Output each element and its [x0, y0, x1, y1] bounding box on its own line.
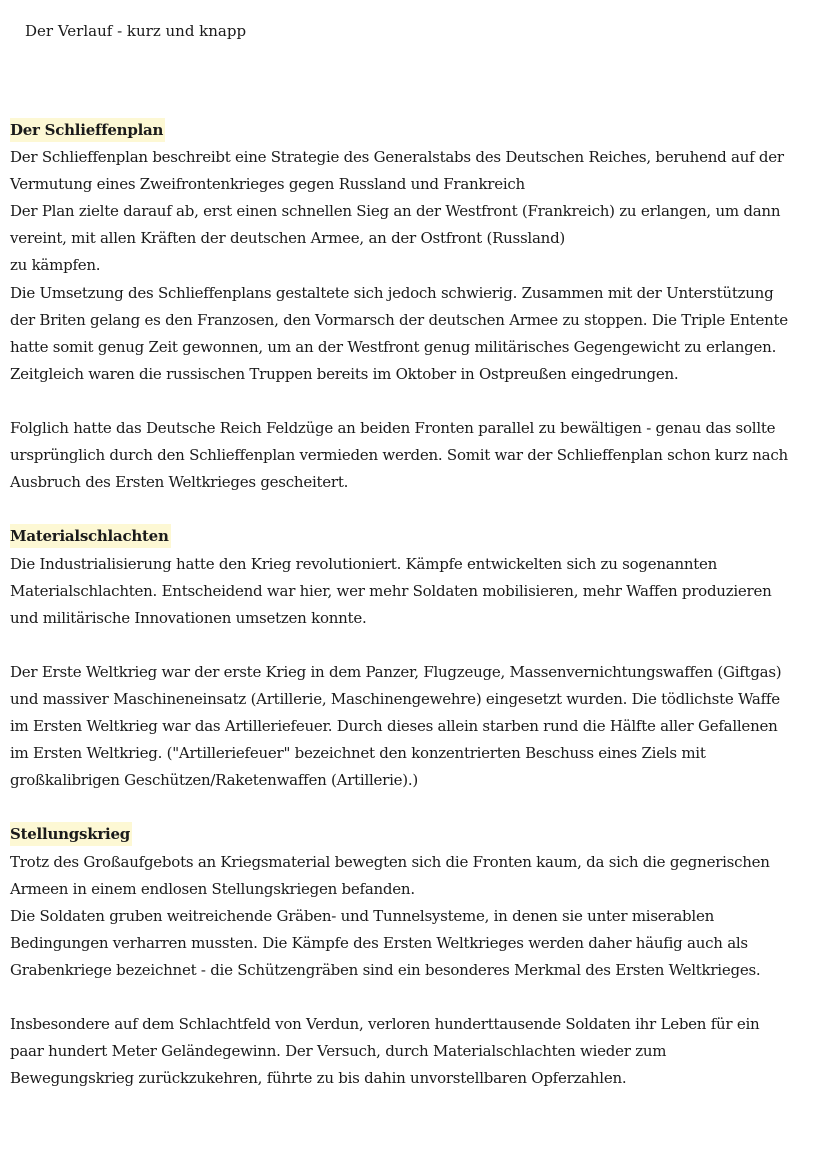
paragraph-line: der Briten gelang es den Franzosen, den Vormarsch der deutschen Armee zu stoppen. Die Triple Entente — [10, 310, 788, 329]
paragraph-line: im Ersten Weltkrieg. ("Artilleriefeuer" bezeichnet den konzentrierten Beschuss eines Ziels mit — [10, 744, 706, 763]
paragraph-line: Vermutung eines Zweifrontenkrieges gegen Russland und Frankreich — [10, 175, 525, 194]
paragraph-line: vereint, mit allen Kräften der deutschen Armee, an der Ostfront (Russland) — [10, 229, 566, 248]
paragraph-line: Bedingungen verharren mussten. Die Kämpfe des Ersten Weltkrieges werden daher häufig auch als — [10, 933, 748, 952]
paragraph-line: Der Erste Weltkrieg war der erste Krieg in dem Panzer, Flugzeuge, Massenvernichtungswaffen (Giftgas) — [10, 662, 782, 681]
paragraph-line: zu kämpfen. — [10, 256, 101, 275]
paragraph-line: im Ersten Weltkrieg war das Artilleriefeuer. Durch dieses allein starben rund die Hälfte aller Gefallenen — [10, 717, 778, 736]
paragraph-line: Ausbruch des Ersten Weltkrieges gescheitert. — [10, 473, 349, 492]
paragraph-line: Zeitgleich waren die russischen Truppen bereits im Oktober in Ostpreußen eingedrungen. — [10, 364, 679, 383]
document-title: Der Verlauf - kurz und knapp — [25, 22, 247, 40]
paragraph-line: Der Schlieffenplan beschreibt eine Strategie des Generalstabs des Deutschen Reiches, beruhend auf der — [10, 148, 784, 167]
blank-line — [10, 984, 820, 1011]
section-heading: Stellungskrieg — [10, 822, 132, 846]
paragraph-line: Folglich hatte das Deutsche Reich Feldzüge an beiden Fronten parallel zu bewältigen - genau das sollte — [10, 419, 776, 438]
section-heading: Der Schlieffenplan — [10, 118, 165, 142]
paragraph-line: paar hundert Meter Geländegewinn. Der Versuch, durch Materialschlachten wieder zum — [10, 1042, 667, 1061]
blank-line — [10, 388, 820, 415]
paragraph-line: Die Umsetzung des Schlieffenplans gestaltete sich jedoch schwierig. Zusammen mit der Unterstützung — [10, 283, 774, 302]
paragraph-line: Trotz des Großaufgebots an Kriegsmaterial bewegten sich die Fronten kaum, da sich die gegnerischen — [10, 852, 770, 871]
section-heading: Materialschlachten — [10, 524, 171, 548]
paragraph-line: großkalibrigen Geschützen/Raketenwaffen (Artillerie).) — [10, 771, 419, 790]
paragraph-line: hatte somit genug Zeit gewonnen, um an der Westfront genug militärisches Gegengewicht zu erlangen. — [10, 337, 777, 356]
blank-line — [10, 496, 820, 523]
paragraph-line: Materialschlachten. Entscheidend war hier, wer mehr Soldaten mobilisieren, mehr Waffen produzieren — [10, 581, 772, 600]
section-materialschlachten — [10, 523, 820, 794]
paragraph-line: Insbesondere auf dem Schlachtfeld von Verdun, verloren hunderttausende Soldaten ihr Leben für ein — [10, 1015, 760, 1034]
paragraph-line: und militärische Innovationen umsetzen konnte. — [10, 608, 367, 627]
paragraph-line: Grabenkriege bezeichnet - die Schützengräben sind ein besonderes Merkmal des Ersten Weltkrieges. — [10, 960, 761, 979]
paragraph-line: und massiver Maschineneinsatz (Artillerie, Maschinengewehre) eingesetzt wurden. Die tödlichste Waffe — [10, 689, 780, 708]
blank-line — [10, 794, 820, 821]
section-stellungskrieg — [10, 821, 820, 1092]
paragraph-line: Der Plan zielte darauf ab, erst einen schnellen Sieg an der Westfront (Frankreich) zu erlangen, um dann — [10, 202, 781, 221]
paragraph-line: Armeen in einem endlosen Stellungskriegen befanden. — [10, 879, 415, 898]
paragraph-line: Bewegungskrieg zurückzukehren, führte zu bis dahin unvorstellbaren Opferzahlen. — [10, 1069, 627, 1088]
document-body — [10, 117, 820, 1092]
paragraph-line: Die Soldaten gruben weitreichende Gräben- und Tunnelsysteme, in denen sie unter miserablen — [10, 906, 714, 925]
paragraph-line: Die Industrialisierung hatte den Krieg revolutioniert. Kämpfe entwickelten sich zu sogenannten — [10, 554, 718, 573]
section-schlieffenplan — [10, 117, 820, 496]
blank-line — [10, 632, 820, 659]
paragraph-line: ursprünglich durch den Schlieffenplan vermieden werden. Somit war der Schlieffenplan schon kurz nach — [10, 446, 788, 465]
